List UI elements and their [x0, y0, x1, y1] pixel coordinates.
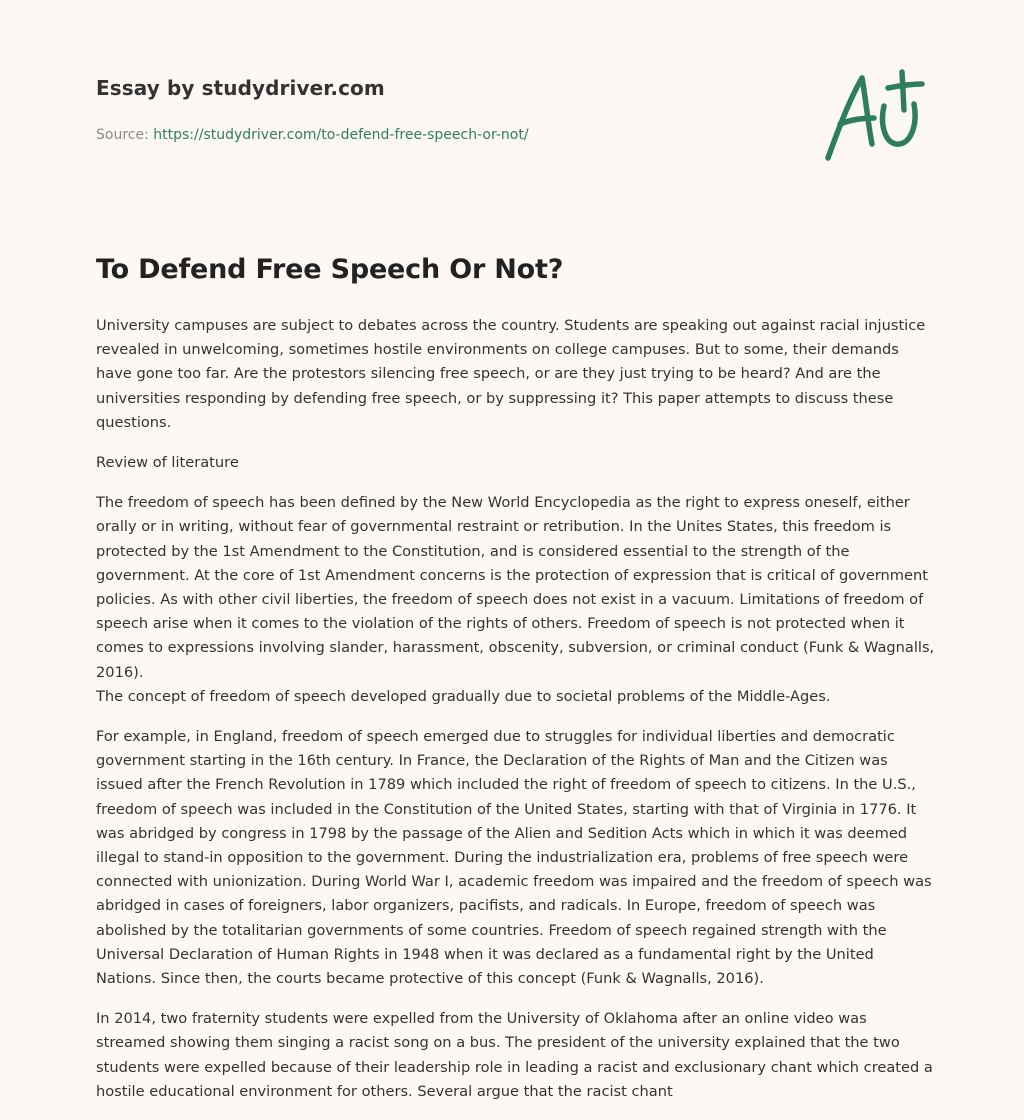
- paragraph-definition: The freedom of speech has been defined by the New World Encyclopedia as the right to express oneself, either orally or in writing, without fear of governmental restraint or retribution. In the Unites States, this freedom is protected by the 1st Amendment to the Constitution, and is considered essential to the strength of the government. At the core of 1st Amendment concerns is the protection of expression that is critical of government policies. As with other civil liberties, the freedom of speech does not exist in a vacuum. Limitations of freedom of speech arise when it comes to the violation of the rights of others. Freedom of speech is not protected when it comes to expressions involving slander, harassment, obscenity, subversion, or criminal conduct (Funk & Wagnalls, 2016).: [96, 494, 935, 681]
- source-line: [96, 127, 529, 143]
- paragraph-concept: The concept of freedom of speech developed gradually due to societal problems of the Middle-Ages.: [96, 687, 831, 705]
- page-header: [96, 76, 529, 143]
- essay-body: [96, 314, 936, 1120]
- source-link[interactable]: https://studydriver.com/to-defend-free-speech-or-not/: [153, 127, 529, 143]
- paragraph-history: For example, in England, freedom of speech emerged due to struggles for individual liberties and democratic government starting in the 16th century. In France, the Declaration of the Rights of Man and the Citizen was issued after the French Revolution in 1789 which included the right of freedom of speech to citizens. In the U.S., freedom of speech was included in the Constitution of the United States, starting with that of Virginia in 1776. It was abridged by congress in 1798 by the passage of the Alien and Sedition Acts which in which it was deemed illegal to stand-in opposition to the government. During the industrialization era, problems of free speech were connected with unionization. During World War I, academic freedom was impaired and the freedom of speech was abridged in cases of foreigners, labor organizers, pacifists, and radicals. In Europe, freedom of speech was abolished by the totalitarian governments of some countries. Freedom of speech regained strength with the Universal Declaration of Human Rights in 1948 when it was declared as a fundamental right by the United Nations. Since then, the courts became protective of this concept (Funk & Wagnalls, 2016).: [96, 728, 932, 988]
- source-label: Source:: [96, 127, 149, 143]
- a-plus-logo-icon: [822, 66, 932, 166]
- paragraph-intro: University campuses are subject to debates across the country. Students are speaking out against racial injustice revealed in unwelcoming, sometimes hostile environments on college campuses. But to some, their demands have gone too far. Are the protestors silencing free speech, or are they just trying to be heard? And are the universities responding by defending free speech, or by suppressing it? This paper attempts to discuss these questions.: [96, 317, 926, 431]
- section-heading-review: Review of literature: [96, 454, 239, 472]
- paragraph-oklahoma: In 2014, two fraternity students were expelled from the University of Oklahoma after an online video was streamed showing them singing a racist song on a bus. The president of the university explained that the two students were expelled because of their leadership role in leading a racist and exclusionary chant which created a hostile educational environment for others. Several argue that the racist chant: [96, 1010, 933, 1100]
- essay-title: To Defend Free Speech Or Not?: [96, 254, 564, 285]
- site-title: Essay by studydriver.com: [96, 76, 385, 100]
